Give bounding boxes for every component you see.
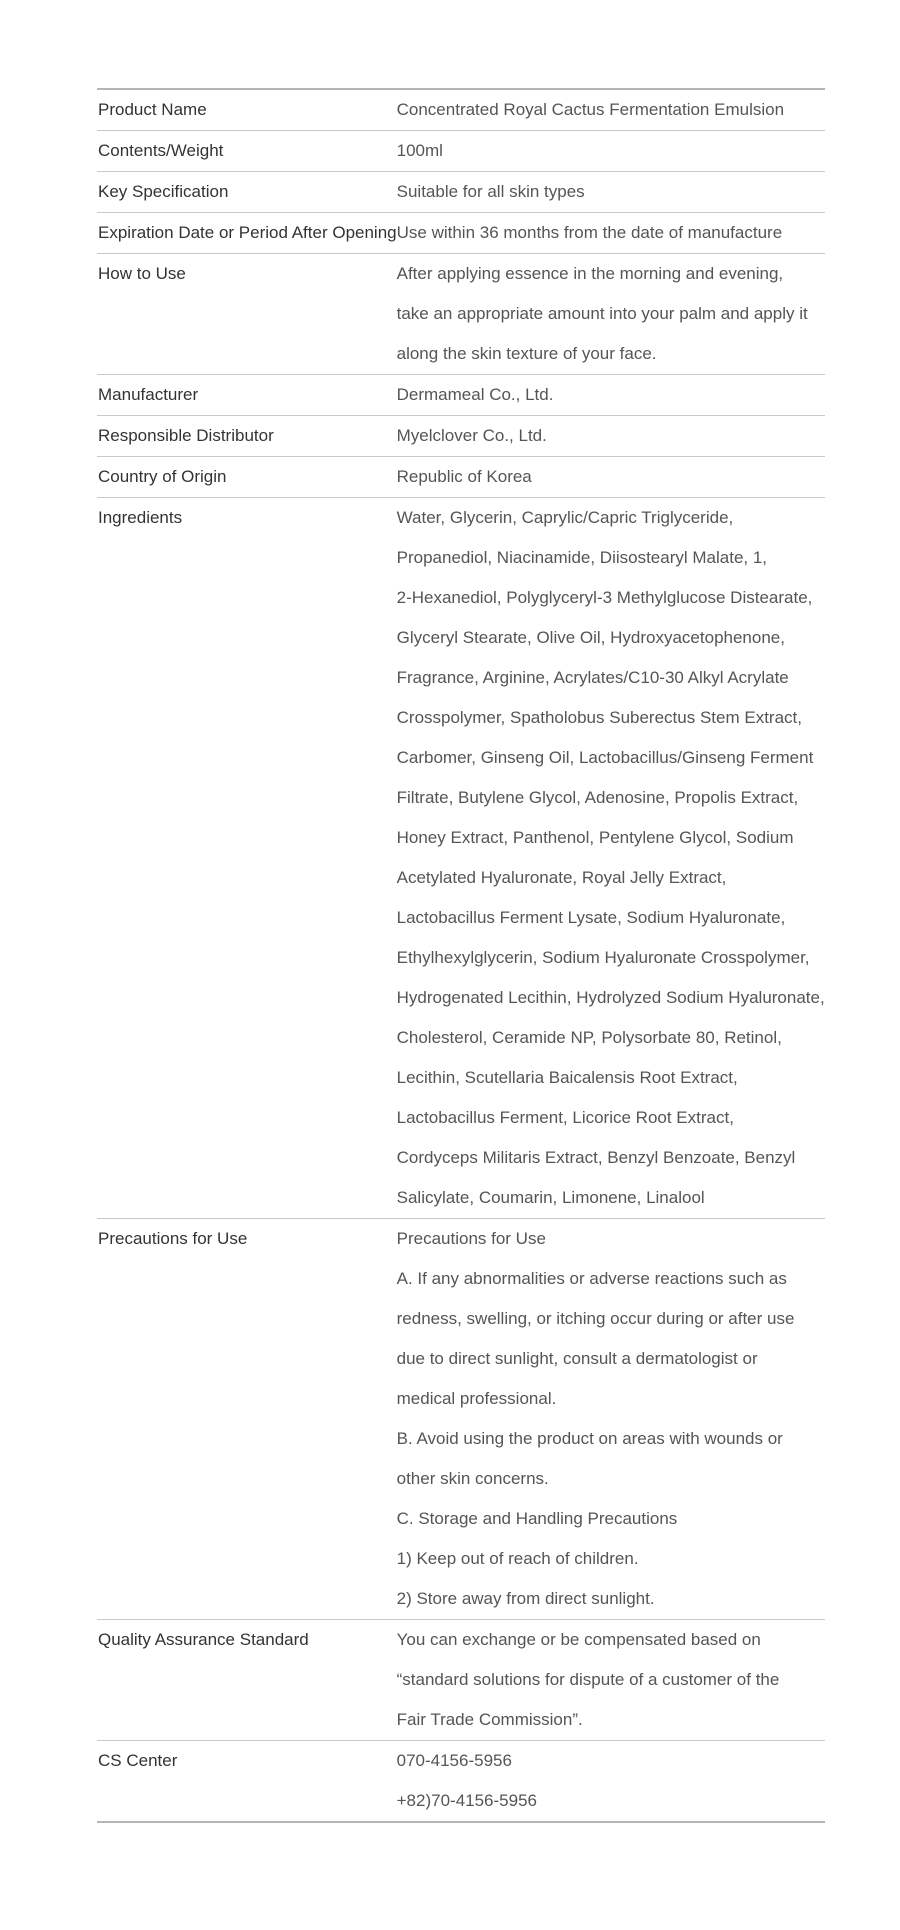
table-row xyxy=(97,416,825,457)
value-line: +82)70-4156-5956 xyxy=(396,1791,537,1810)
row-label: Expiration Date or Period After Opening xyxy=(98,223,397,242)
value-line: 1) Keep out of reach of children. xyxy=(396,1549,639,1568)
value-line: 2-Hexanediol, Polyglyceryl-3 Methylglucose Distearate, xyxy=(396,588,813,607)
value-line: Myelclover Co., Ltd. xyxy=(396,426,547,445)
row-value xyxy=(397,1219,825,1620)
row-value xyxy=(397,89,825,131)
value-line: “standard solutions for dispute of a customer of the xyxy=(396,1670,780,1689)
table-row xyxy=(97,131,825,172)
value-line: redness, swelling, or itching occur during or after use xyxy=(396,1309,795,1328)
table-row xyxy=(97,375,825,416)
value-line: along the skin texture of your face. xyxy=(396,344,657,363)
value-line: Ethylhexylglycerin, Sodium Hyaluronate Crosspolymer, xyxy=(396,948,810,967)
row-value xyxy=(397,254,825,375)
value-line: A. If any abnormalities or adverse reactions such as xyxy=(396,1269,787,1288)
row-label: Ingredients xyxy=(98,508,183,527)
row-label: How to Use xyxy=(98,264,186,283)
row-value xyxy=(397,1620,825,1741)
value-line: Carbomer, Ginseng Oil, Lactobacillus/Ginseng Ferment xyxy=(396,748,814,767)
value-line: Use within 36 months from the date of manufacture xyxy=(396,223,783,242)
row-label: Product Name xyxy=(98,100,207,119)
row-label: Manufacturer xyxy=(98,385,199,404)
table-row xyxy=(97,254,825,375)
table-row xyxy=(97,498,825,1219)
value-line: 070-4156-5956 xyxy=(396,1751,512,1770)
value-line: Republic of Korea xyxy=(396,467,532,486)
row-label: Contents/Weight xyxy=(98,141,224,160)
value-line: Crosspolymer, Spatholobus Suberectus Stem Extract, xyxy=(396,708,802,727)
value-line: Lactobacillus Ferment, Licorice Root Extract, xyxy=(396,1108,734,1127)
row-label: Precautions for Use xyxy=(98,1229,248,1248)
row-label: Key Specification xyxy=(98,182,229,201)
row-label: Responsible Distributor xyxy=(98,426,274,445)
value-line: Fair Trade Commission”. xyxy=(396,1710,583,1729)
value-line: Lactobacillus Ferment Lysate, Sodium Hyaluronate, xyxy=(396,908,786,927)
value-line: Suitable for all skin types xyxy=(396,182,585,201)
product-info-table xyxy=(97,88,825,1823)
value-line: Concentrated Royal Cactus Fermentation Emulsion xyxy=(396,100,785,119)
row-value xyxy=(397,457,825,498)
row-label: CS Center xyxy=(98,1751,178,1770)
table-row xyxy=(97,213,825,254)
value-line: 100ml xyxy=(396,141,443,160)
value-line: Cordyceps Militaris Extract, Benzyl Benzoate, Benzyl xyxy=(396,1148,796,1167)
value-line: Water, Glycerin, Caprylic/Capric Triglyceride, xyxy=(396,508,734,527)
value-line: 2) Store away from direct sunlight. xyxy=(396,1589,655,1608)
value-line: take an appropriate amount into your palm and apply it xyxy=(396,304,808,323)
value-line: Hydrogenated Lecithin, Hydrolyzed Sodium Hyaluronate, xyxy=(396,988,825,1007)
value-line: Fragrance, Arginine, Acrylates/C10-30 Alkyl Acrylate xyxy=(396,668,789,687)
value-line: Lecithin, Scutellaria Baicalensis Root Extract, xyxy=(396,1068,738,1087)
row-value xyxy=(397,375,825,416)
value-line: Filtrate, Butylene Glycol, Adenosine, Propolis Extract, xyxy=(396,788,799,807)
product-info-table-body xyxy=(97,89,825,1822)
value-line: Salicylate, Coumarin, Limonene, Linalool xyxy=(396,1188,705,1207)
value-line: other skin concerns. xyxy=(396,1469,549,1488)
value-line: Honey Extract, Panthenol, Pentylene Glycol, Sodium xyxy=(396,828,794,847)
table-row xyxy=(97,457,825,498)
value-line: You can exchange or be compensated based on xyxy=(396,1630,761,1649)
row-value xyxy=(397,1741,825,1823)
table-row xyxy=(97,1620,825,1741)
table-row xyxy=(97,89,825,131)
table-row xyxy=(97,172,825,213)
row-label: Quality Assurance Standard xyxy=(98,1630,309,1649)
value-line: Dermameal Co., Ltd. xyxy=(396,385,554,404)
value-line: Glyceryl Stearate, Olive Oil, Hydroxyacetophenone, xyxy=(396,628,785,647)
value-line: B. Avoid using the product on areas with wounds or xyxy=(396,1429,783,1448)
value-line: Acetylated Hyaluronate, Royal Jelly Extract, xyxy=(396,868,727,887)
row-value xyxy=(397,416,825,457)
value-line: C. Storage and Handling Precautions xyxy=(396,1509,678,1528)
value-line: Cholesterol, Ceramide NP, Polysorbate 80, Retinol, xyxy=(396,1028,782,1047)
value-line: due to direct sunlight, consult a dermatologist or xyxy=(396,1349,758,1368)
row-value xyxy=(397,498,825,1219)
table-row xyxy=(97,1741,825,1823)
value-line: Propanediol, Niacinamide, Diisostearyl Malate, 1, xyxy=(396,548,768,567)
value-line: Precautions for Use xyxy=(396,1229,546,1248)
value-line: After applying essence in the morning and evening, xyxy=(396,264,784,283)
table-row xyxy=(97,1219,825,1620)
row-value xyxy=(397,213,825,254)
row-value xyxy=(397,172,825,213)
row-value xyxy=(397,131,825,172)
row-label: Country of Origin xyxy=(98,467,227,486)
value-line: medical professional. xyxy=(396,1389,557,1408)
